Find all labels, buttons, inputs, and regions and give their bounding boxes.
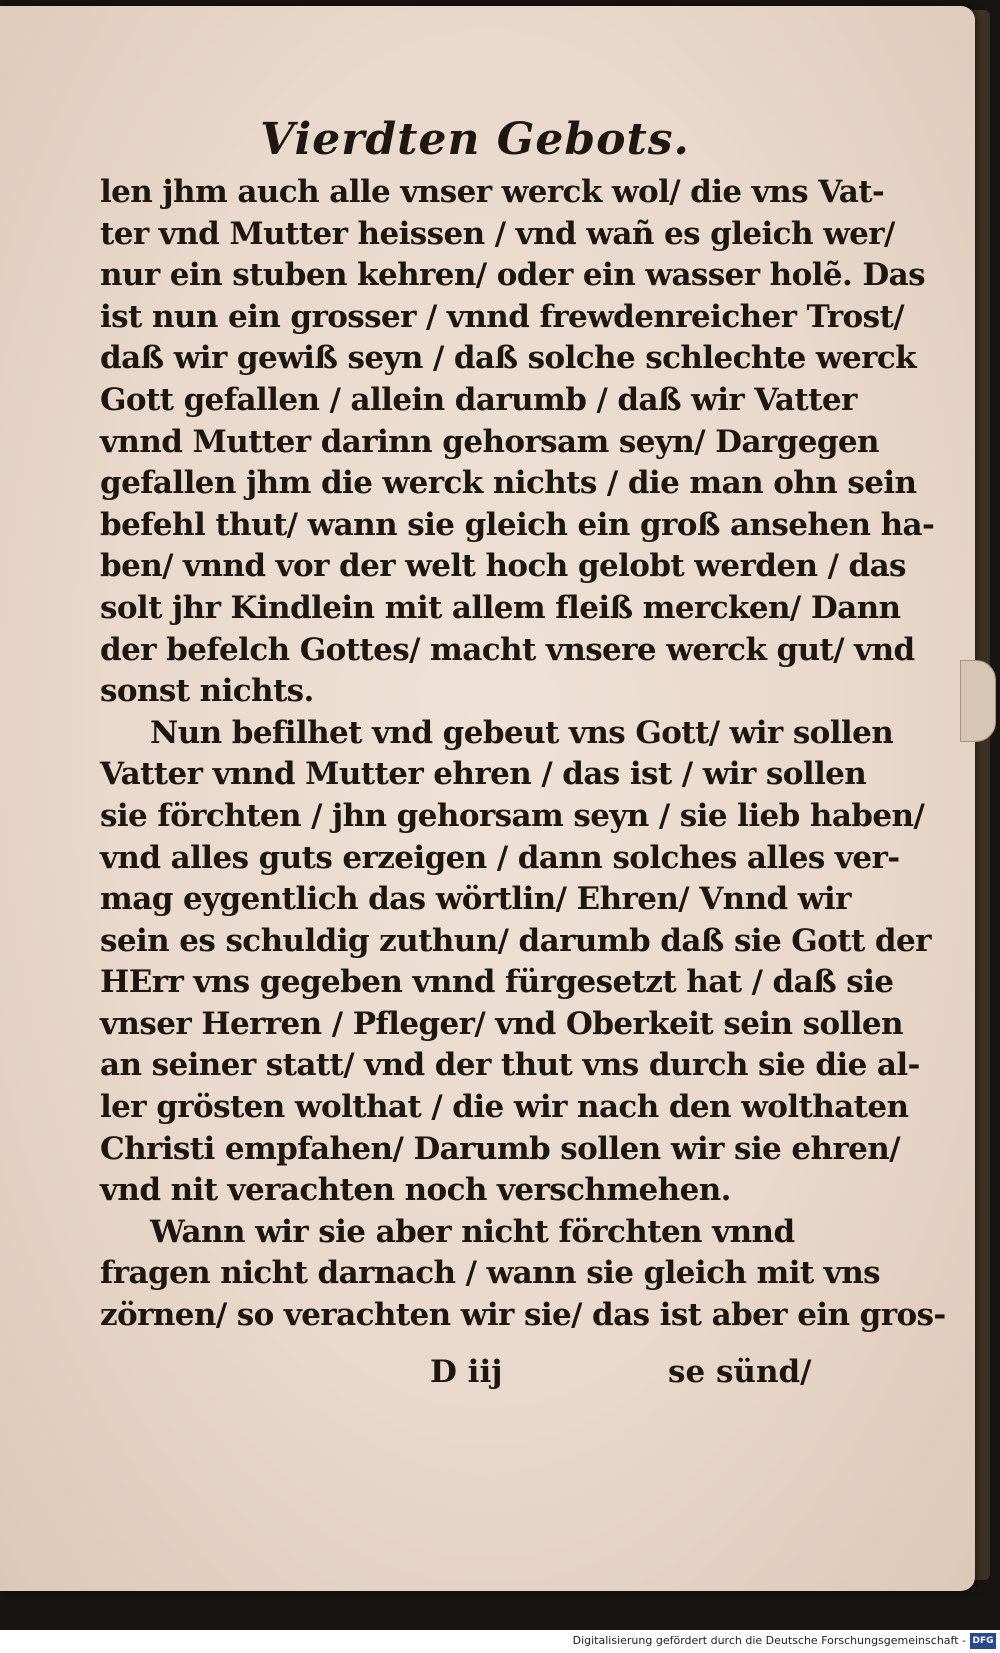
book-page xyxy=(0,6,975,1591)
text-line: Gott gefallen / allein darumb / daß wir Vatter xyxy=(100,381,857,418)
text-line: ist nun ein grosser / vnnd frewdenreicher Trost/ xyxy=(100,298,904,335)
credit-bar xyxy=(0,1630,1000,1653)
text-line: fragen nicht darnach / wann sie gleich mit vns xyxy=(100,1255,881,1292)
text-line: ben/ vnnd vor der welt hoch gelobt werden / das xyxy=(100,548,906,585)
text-line: nur ein stuben kehren/ oder ein wasser holẽ. Das xyxy=(100,257,926,294)
body-text xyxy=(100,172,946,1337)
text-line: vnd nit verachten noch verschmehen. xyxy=(100,1172,731,1209)
text-line: zörnen/ so verachten wir sie/ das ist aber ein gros- xyxy=(100,1297,946,1334)
text-line: Vatter vnnd Mutter ehren / das ist / wir sollen xyxy=(100,756,867,793)
credit-text: Digitalisierung gefördert durch die Deutsche Forschungsgemeinschaft - xyxy=(572,1634,966,1647)
text-line: ler grösten wolthat / die wir nach den wolthaten xyxy=(100,1089,909,1126)
text-line: gefallen jhm die werck nichts / die man ohn sein xyxy=(100,465,917,502)
text-line: sein es schuldig zuthun/ darumb daß sie Gott der xyxy=(100,922,931,959)
text-line: daß wir gewiß seyn / daß solche schlechte werck xyxy=(100,340,916,377)
text-line: Nun befilhet vnd gebeut vns Gott/ wir sollen xyxy=(150,714,894,751)
text-line: solt jhr Kindlein mit allem fleiß mercken/ Dann xyxy=(100,589,901,626)
text-line: Christi empfahen/ Darumb sollen wir sie ehren/ xyxy=(100,1130,900,1167)
catchword: se sünd/ xyxy=(668,1354,812,1390)
running-head: Vierdten Gebots. xyxy=(260,114,690,165)
text-line: befehl thut/ wann sie gleich ein groß ansehen ha- xyxy=(100,506,935,543)
text-line: HErr vns gegeben vnnd fürgesetzt hat / daß sie xyxy=(100,964,894,1001)
text-line: der befelch Gottes/ macht vnsere werck gut/ vnd xyxy=(100,631,915,668)
page-tab xyxy=(960,660,996,742)
text-line: sie förchten / jhn gehorsam seyn / sie lieb haben/ xyxy=(100,797,925,834)
signature-mark: D iij xyxy=(430,1354,503,1390)
text-line: ter vnd Mutter heissen / vnd wañ es gleich wer/ xyxy=(100,215,895,252)
text-line: Wann wir sie aber nicht förchten vnnd xyxy=(150,1213,795,1250)
text-line: mag eygentlich das wörtlin/ Ehren/ Vnnd wir xyxy=(100,881,851,918)
text-line: vnd alles guts erzeigen / dann solches alles ver- xyxy=(100,839,900,876)
text-line: vnnd Mutter darinn gehorsam seyn/ Dargegen xyxy=(100,423,879,460)
dfg-logo: DFG xyxy=(970,1633,996,1649)
text-line: vnser Herren / Pfleger/ vnd Oberkeit sein sollen xyxy=(100,1005,903,1042)
page-footer xyxy=(0,1354,1000,1400)
text-line: sonst nichts. xyxy=(100,673,314,710)
text-line: an seiner statt/ vnd der thut vns durch sie die al- xyxy=(100,1047,920,1084)
text-line: len jhm auch alle vnser werck wol/ die vns Vat- xyxy=(100,174,885,210)
